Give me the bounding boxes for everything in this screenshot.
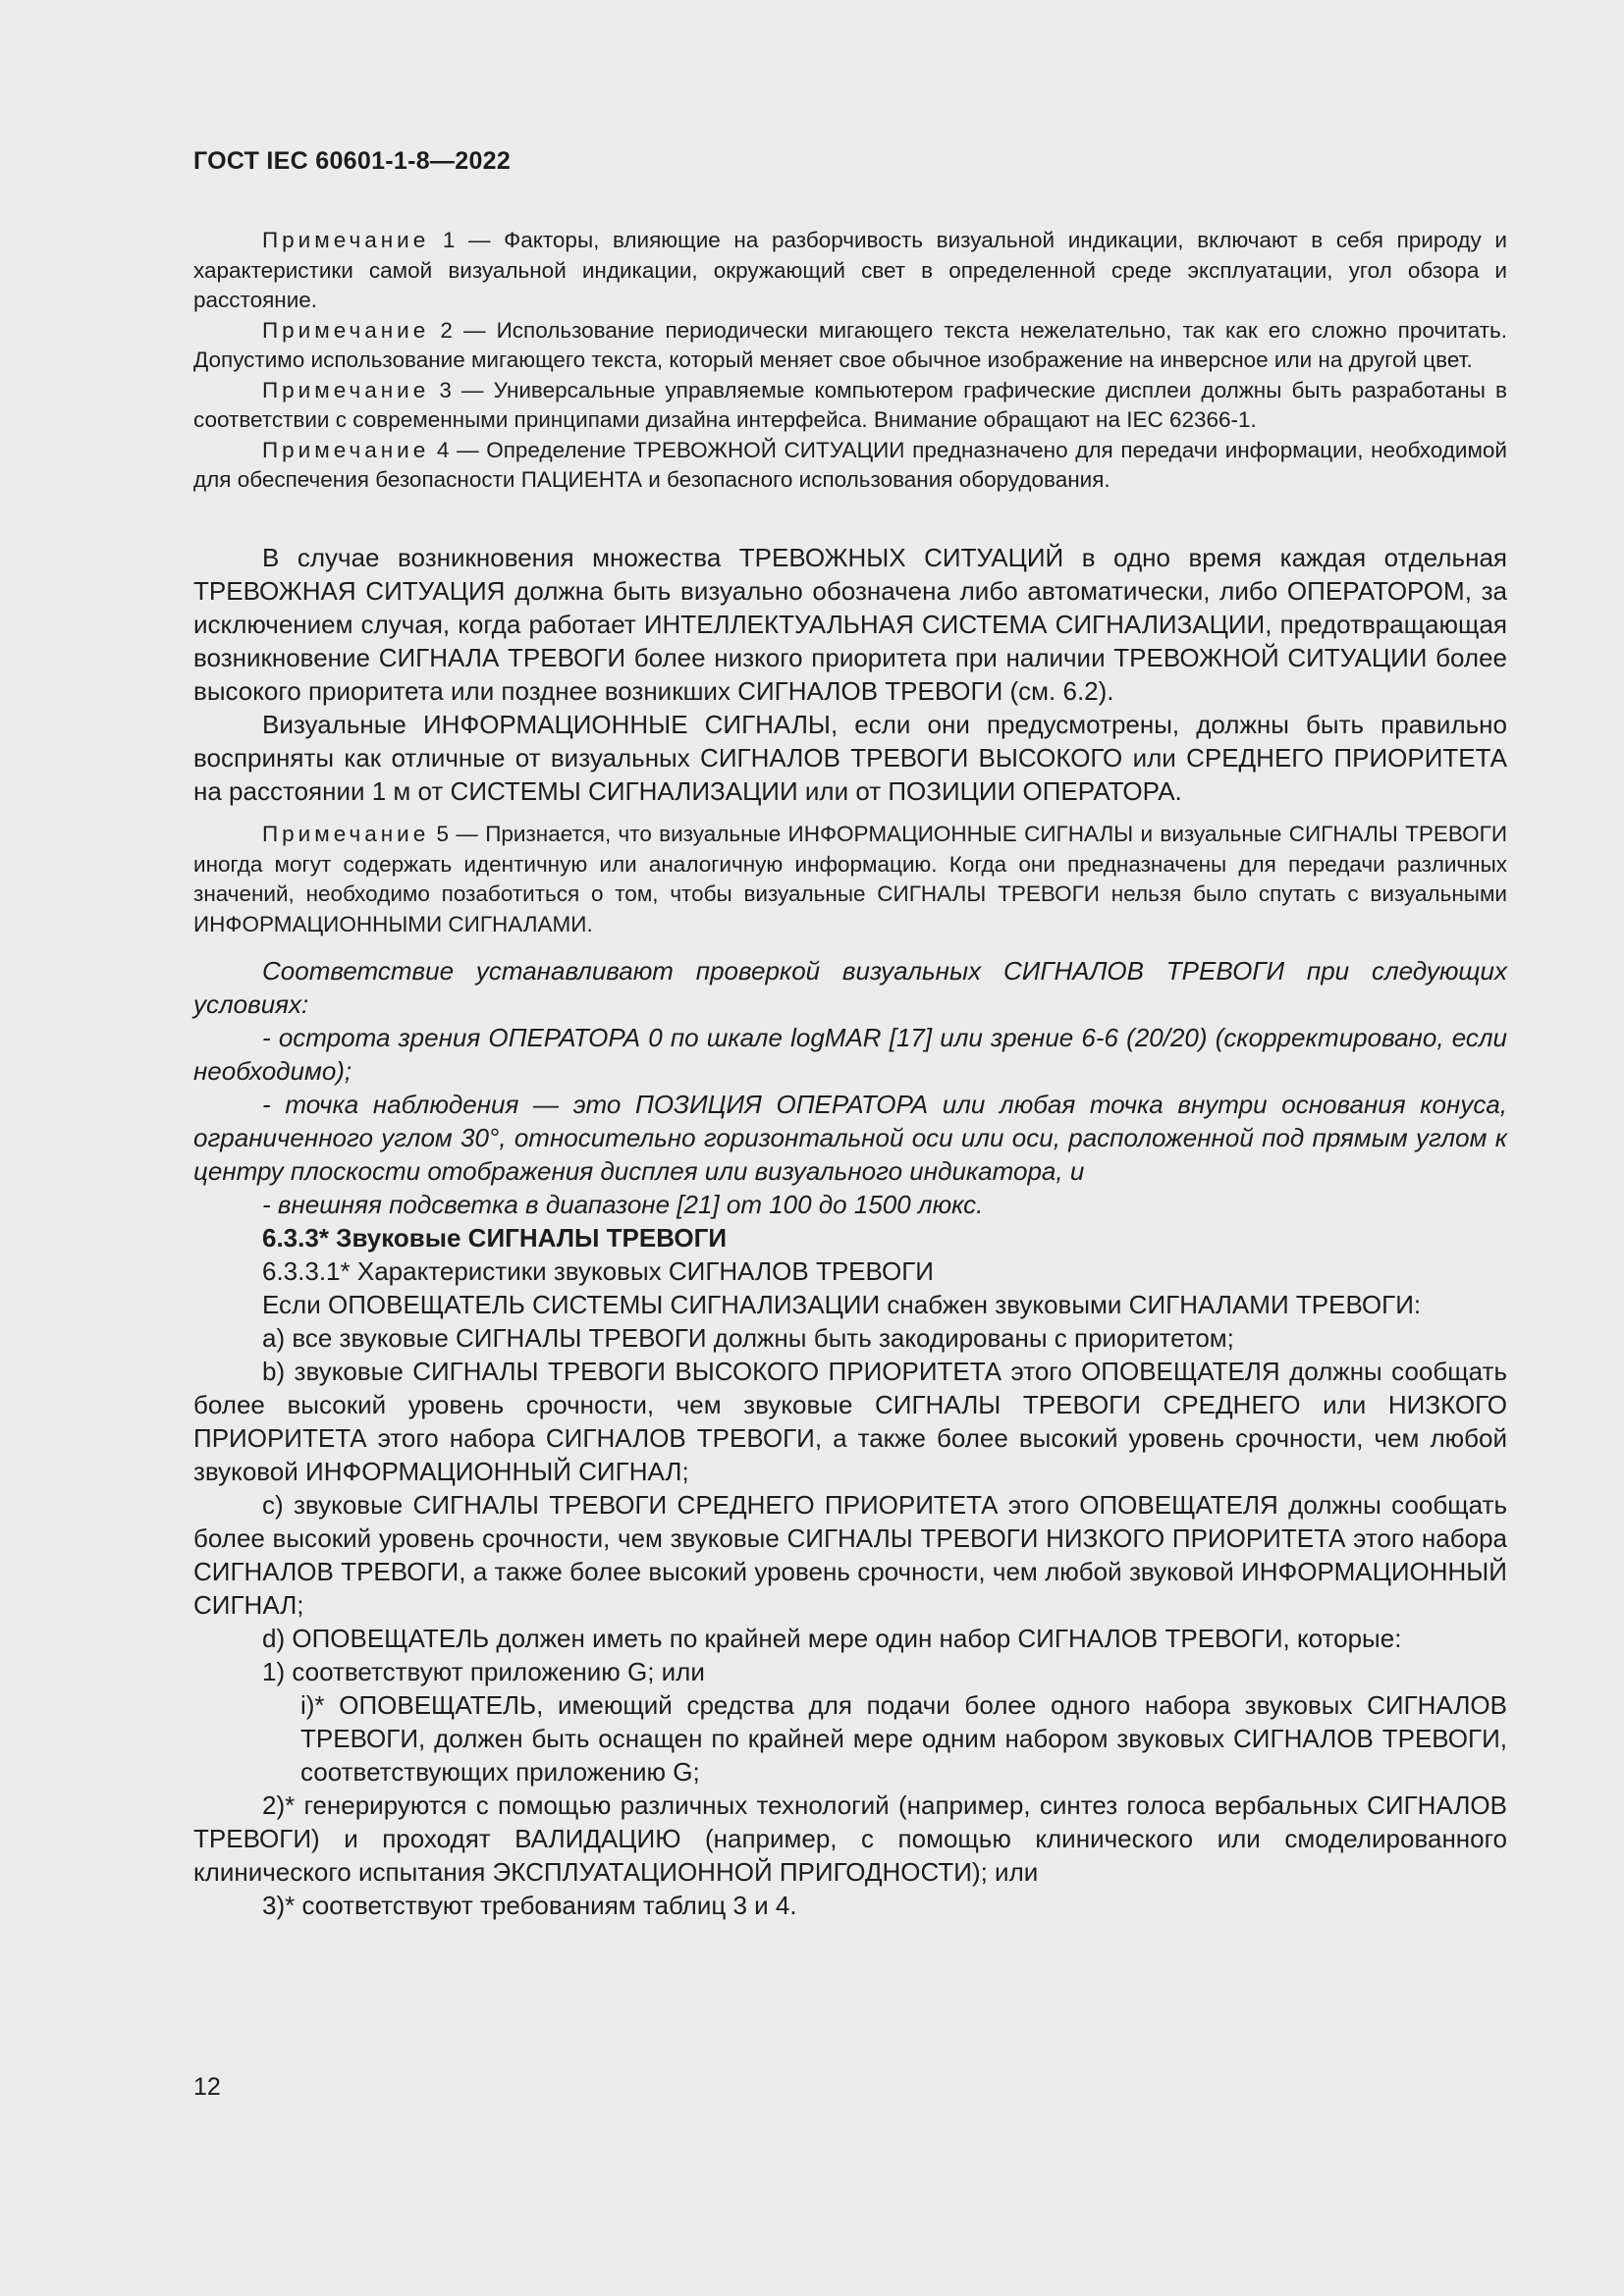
note-label: Примечание <box>262 822 430 846</box>
subsection-heading: 6.3.3.1* Характеристики звуковых СИГНАЛОВ ТРЕВОГИ <box>262 1256 934 1286</box>
note-text: 5 — Признается, что визуальные ИНФОРМАЦИОННЫЕ СИГНАЛЫ и визуальные СИГНАЛЫ ТРЕВОГИ иногда могут содержать идентичную или аналогичную информацию. Когда они предназначены для передачи различных значений, необходимо позаботиться о том, чтобы визуальные СИГНАЛЫ ТРЕВОГИ нельзя было спутать с визуальными ИНФОРМАЦИОННЫМИ СИГНАЛАМИ. <box>193 822 1507 936</box>
list-item-di: i)* ОПОВЕЩАТЕЛЬ, имеющий средства для подачи более одного набора звуковых СИГНАЛОВ ТРЕВОГИ, должен быть оснащен по крайней мере одним набором звуковых СИГНАЛОВ ТРЕВОГИ, соответствующих приложению G; <box>300 1690 1507 1787</box>
section-intro: Если ОПОВЕЩАТЕЛЬ СИСТЕМЫ СИГНАЛИЗАЦИИ снабжен звуковыми СИГНАЛАМИ ТРЕВОГИ: <box>262 1290 1422 1319</box>
note-text: 4 — Определение ТРЕВОЖНОЙ СИТУАЦИИ предназначено для передачи информации, необходимой для обеспечения безопасности ПАЦИЕНТА и безопасного использования оборудования. <box>193 437 1507 492</box>
list-item-d: d) ОПОВЕЩАТЕЛЬ должен иметь по крайней мере один набор СИГНАЛОВ ТРЕВОГИ, которые: <box>262 1624 1402 1653</box>
note-5-block <box>193 820 1507 939</box>
list-item-d2: 2)* генерируются с помощью различных технологий (например, синтез голоса вербальных СИГНАЛОВ ТРЕВОГИ) и проходят ВАЛИДАЦИЮ (например, с помощью клинического или смоделированного клинического испытания ЭКСПЛУАТАЦИОННОЙ ПРИГОДНОСТИ); или <box>193 1790 1507 1887</box>
note-3 <box>193 376 1507 436</box>
paragraph-information-signals: Визуальные ИНФОРМАЦИОННЫЕ СИГНАЛЫ, если они предусмотрены, должны быть правильно восприняты как отличные от визуальных СИГНАЛОВ ТРЕВОГИ ВЫСОКОГО или СРЕДНЕГО ПРИОРИТЕТА на расстоянии 1 м от СИСТЕМЫ СИГНАЛИЗАЦИИ или от ПОЗИЦИИ ОПЕРАТОРА. <box>193 710 1507 806</box>
compliance-item: - острота зрения ОПЕРАТОРА 0 по шкале logMAR [17] или зрение 6-6 (20/20) (скорректировано, если необходимо); <box>193 1023 1507 1086</box>
list-item-c: c) звуковые СИГНАЛЫ ТРЕВОГИ СРЕДНЕГО ПРИОРИТЕТА этого ОПОВЕЩАТЕЛЯ должны сообщать более высокий уровень срочности, чем звуковые СИГНАЛЫ ТРЕВОГИ НИЗКОГО ПРИОРИТЕТА этого набора СИГНАЛОВ ТРЕВОГИ, а также более высокий уровень срочности, чем любой звуковой ИНФОРМАЦИОННЫЙ СИГНАЛ; <box>193 1490 1507 1620</box>
list-item-d3: 3)* соответствуют требованиям таблиц 3 и 4. <box>262 1891 797 1920</box>
notes-block <box>193 226 1507 496</box>
note-label: Примечание <box>262 317 430 343</box>
main-text-block <box>193 541 1507 808</box>
note-label: Примечание <box>262 228 430 252</box>
section-heading: 6.3.3* Звуковые СИГНАЛЫ ТРЕВОГИ <box>262 1223 728 1253</box>
note-text: 1 — Факторы, влияющие на разборчивость визуальной индикации, включают в себя природу и характеристики самой визуальной индикации, окружающий свет в определенной среде эксплуатации, угол обзора и расстояние. <box>193 228 1507 312</box>
list-item-b: b) звуковые СИГНАЛЫ ТРЕВОГИ ВЫСОКОГО ПРИОРИТЕТА этого ОПОВЕЩАТЕЛЯ должны сообщать более высокий уровень срочности, чем звуковые СИГНАЛЫ ТРЕВОГИ СРЕДНЕГО или НИЗКОГО ПРИОРИТЕТА этого набора СИГНАЛОВ ТРЕВОГИ, а также более высокий уровень срочности, чем любой звуковой ИНФОРМАЦИОННЫЙ СИГНАЛ; <box>193 1357 1507 1486</box>
compliance-item: - внешняя подсветка в диапазоне [21] от 100 до 1500 люкс. <box>262 1190 984 1219</box>
compliance-and-section-block <box>193 954 1507 1922</box>
note-text: 2 — Использование периодически мигающего текста нежелательно, так как его сложно прочитать. Допустимо использование мигающего текста, который меняет свое обычное изображение на инверсное или на другой цвет. <box>193 317 1507 372</box>
note-5 <box>193 820 1507 939</box>
compliance-item: - точка наблюдения — это ПОЗИЦИЯ ОПЕРАТОРА или любая точка внутри основания конуса, ограниченного углом 30°, относительно горизонтальной оси или оси, расположенной под прямым углом к центру плоскости отображения дисплея или визуального индикатора, и <box>193 1090 1507 1186</box>
list-item-a: a) все звуковые СИГНАЛЫ ТРЕВОГИ должны быть закодированы с приоритетом; <box>262 1323 1234 1353</box>
note-label: Примечание <box>262 377 430 402</box>
page-number: 12 <box>193 2073 221 2101</box>
paragraph-multiple-alarms: В случае возникновения множества ТРЕВОЖНЫХ СИТУАЦИЙ в одно время каждая отдельная ТРЕВОЖНАЯ СИТУАЦИЯ должна быть визуально обозначена либо автоматически, либо ОПЕРАТОРОМ, за исключением случая, когда работает ИНТЕЛЛЕКТУАЛЬНАЯ СИСТЕМА СИГНАЛИЗАЦИИ, предотвращающая возникновение СИГНАЛА ТРЕВОГИ более низкого приоритета при наличии ТРЕВОЖНОЙ СИТУАЦИИ более высокого приоритета или позднее возникших СИГНАЛОВ ТРЕВОГИ (см. 6.2). <box>193 543 1507 706</box>
list-item-d1: 1) соответствуют приложению G; или <box>262 1657 705 1686</box>
note-2 <box>193 316 1507 376</box>
note-text: 3 — Универсальные управляемые компьютером графические дисплеи должны быть разработаны в соответствии с современными принципами дизайна интерфейса. Внимание обращают на IEC 62366-1. <box>193 377 1507 432</box>
document-header: ГОСТ IEC 60601-1-8—2022 <box>193 147 512 175</box>
note-4 <box>193 436 1507 496</box>
compliance-intro: Соответствие устанавливают проверкой визуальных СИГНАЛОВ ТРЕВОГИ при следующих условиях: <box>193 956 1507 1019</box>
note-1 <box>193 226 1507 316</box>
note-label: Примечание <box>262 437 430 462</box>
